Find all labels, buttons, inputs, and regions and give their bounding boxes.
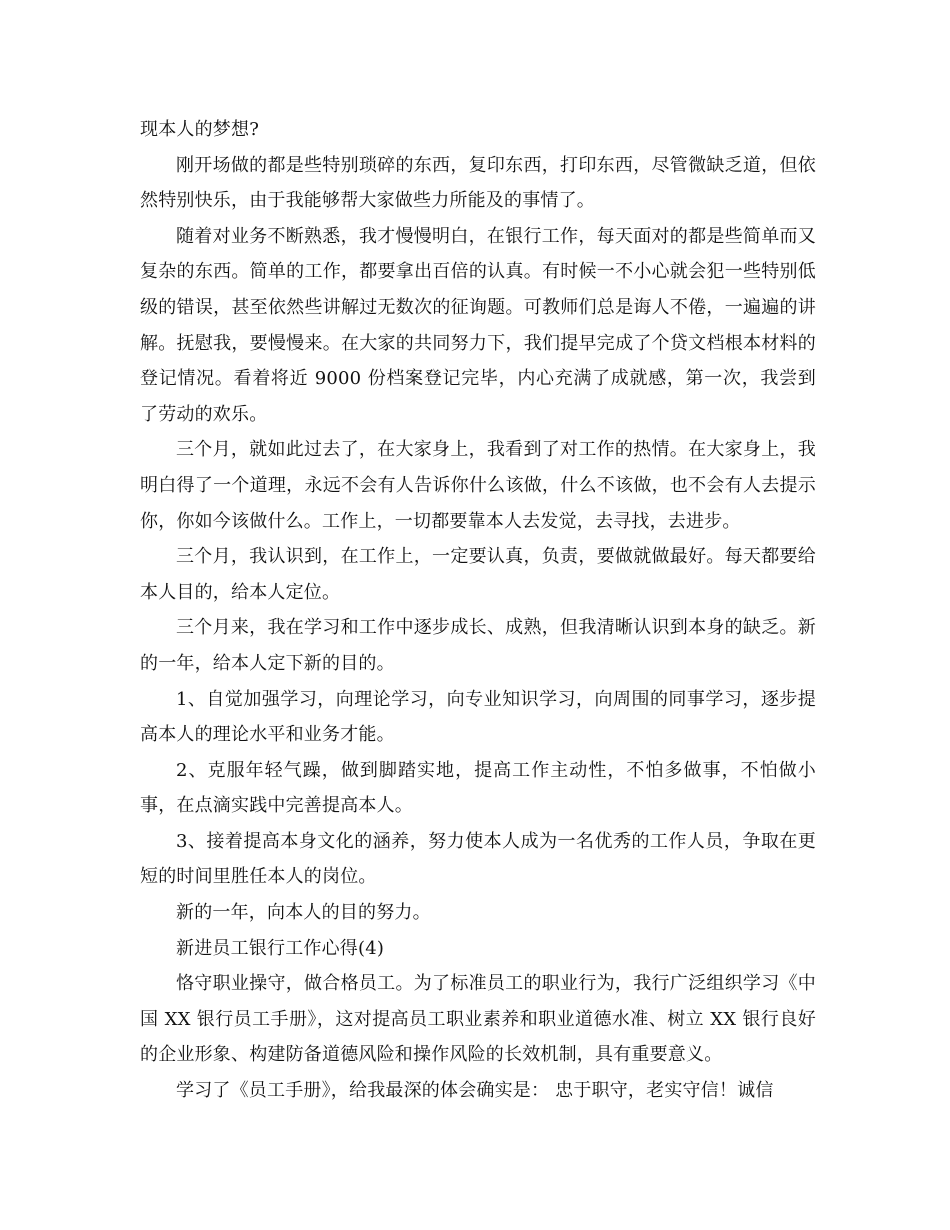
- paragraph: 刚开场做的都是些特别琐碎的东西，复印东西，打印东西，尽管微缺乏道，但依然特别快乐，由于我能够帮大家做些力所能及的事情了。: [140, 154, 816, 212]
- paragraph: 新的一年，向本人的目的努力。: [176, 902, 431, 924]
- paragraph: 三个月，就如此过去了，在大家身上，我看到了对工作的热情。在大家身上，我明白得了一个道理，永远不会有人告诉你什么该做，什么不该做，也不会有人去提示你，你如今该做什么。工作上，一切都要靠本人去发觉，去寻找，去进步。: [140, 439, 816, 532]
- paragraph: 三个月来，我在学习和工作中逐步成长、成熟，但我清晰认识到本身的缺乏。新的一年，给本人定下新的目的。: [140, 617, 816, 674]
- list-item: 1、自觉加强学习，向理论学习，向专业知识学习，向周围的同事学习，逐步提高本人的理论水平和业务才能。: [140, 688, 816, 746]
- paragraph: 三个月，我认识到，在工作上，一定要认真，负责，要做就做最好。每天都要给本人目的，给本人定位。: [140, 546, 816, 603]
- section-heading: 新进员工银行工作心得(4): [176, 937, 385, 959]
- paragraph: 现本人的梦想?: [140, 119, 260, 140]
- document-body: [140, 112, 816, 1109]
- paragraph: 随着对业务不断熟悉，我才慢慢明白，在银行工作，每天面对的都是些简单而又复杂的东西。简单的工作，都要拿出百倍的认真。有时候一不小心就会犯一些特别低级的错误，甚至依然些讲解过无数次的征询题。可教师们总是诲人不倦，一遍遍的讲解。抚慰我，要慢慢来。在大家的共同努力下，我们提早完成了个贷文档根本材料的登记情况。看着将近 9000 份档案登记完毕，内心充满了成就感，第一次，我尝到了劳动的欢乐。: [140, 225, 816, 425]
- list-item: 3、接着提高本身文化的涵养，努力使本人成为一名优秀的工作人员，争取在更短的时间里胜任本人的岗位。: [140, 830, 816, 888]
- paragraph: 恪守职业操守，做合格员工。为了标准员工的职业行为，我行广泛组织学习《中国 XX 银行员工手册》，这对提高员工职业素养和职业道德水准、树立 XX 银行良好的企业形象、构建防备道德风险和操作风险的长效机制，具有重要意义。: [140, 973, 816, 1066]
- list-item: 2、克服年轻气躁，做到脚踏实地，提高工作主动性，不怕多做事，不怕做小事，在点滴实践中完善提高本人。: [140, 759, 816, 817]
- paragraph: 学习了《员工手册》，给我最深的体会确实是： 忠于职守，老实守信！诚信: [176, 1080, 774, 1102]
